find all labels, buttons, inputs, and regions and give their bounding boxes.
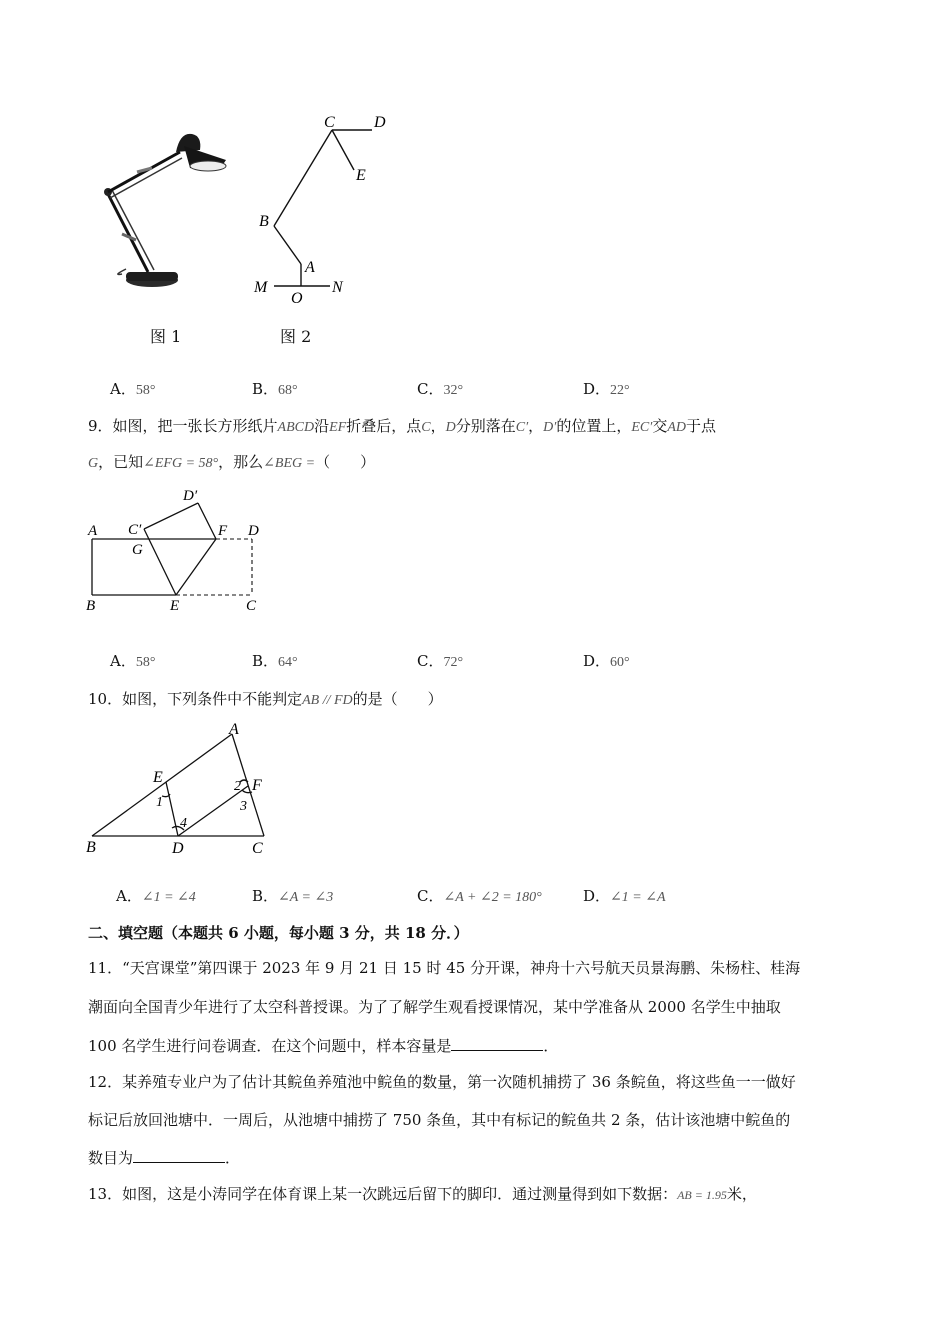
q12-answer-blank[interactable] xyxy=(133,1146,225,1163)
q8-option-d[interactable]: D．22° xyxy=(583,380,630,398)
q11-line1: 11．“天宫课堂”第四课于 2023 年 9 月 21 日 15 时 45 分开课，神舟十六号航天员景海鹏、朱杨柱、桂海 xyxy=(88,959,801,977)
label-G: G xyxy=(132,542,143,558)
fig1-caption: 图 1 xyxy=(150,327,182,346)
q10-option-a[interactable]: A．∠1 = ∠4 xyxy=(116,887,196,905)
label-D-prime: D′ xyxy=(183,488,198,504)
q9-option-d[interactable]: D．60° xyxy=(583,652,630,670)
triangle-diagram xyxy=(80,720,280,860)
label-B: B xyxy=(86,598,96,614)
q13-line1: 13．如图，这是小涛同学在体育课上某一次跳远后留下的脚印．通过测量得到如下数据：AB = 1.95米， xyxy=(88,1185,757,1203)
label-E: E xyxy=(170,598,180,614)
lamp-figure xyxy=(92,124,232,299)
q8-option-a[interactable]: A．58° xyxy=(110,380,156,398)
label-N: N xyxy=(332,279,343,296)
section-2-heading: 二、填空题（本题共 6 小题，每小题 3 分，共 18 分．） xyxy=(88,924,469,942)
label-O: O xyxy=(291,290,303,307)
q12-line1: 12．某养殖专业户为了估计其鲩鱼养殖池中鲩鱼的数量，第一次随机捕捞了 36 条鲩鱼，将这些鱼一一做好 xyxy=(88,1073,796,1091)
q10-stem: 10．如图，下列条件中不能判定AB // FD的是（ ） xyxy=(88,690,443,708)
q10-option-b[interactable]: B．∠A = ∠3 xyxy=(252,887,334,905)
q10-figure xyxy=(80,720,280,860)
label-B: B xyxy=(86,839,96,856)
figure-2 xyxy=(244,108,414,308)
label-A: A xyxy=(305,259,315,276)
q8-option-c[interactable]: C．32° xyxy=(417,380,464,398)
label-F: F xyxy=(252,777,262,794)
angle-2: 2 xyxy=(234,779,241,794)
angle-4: 4 xyxy=(180,816,187,831)
label-F: F xyxy=(218,523,228,539)
q8-option-b[interactable]: B．68° xyxy=(252,380,298,398)
label-A: A xyxy=(88,523,98,539)
q11-line3: 100 名学生进行问卷调查．在这个问题中，样本容量是 ． xyxy=(88,1034,558,1057)
q9-option-a[interactable]: A．58° xyxy=(110,652,156,670)
q11-answer-blank[interactable] xyxy=(451,1034,543,1051)
angle-3: 3 xyxy=(240,799,247,814)
label-B: B xyxy=(259,213,269,230)
label-A: A xyxy=(229,721,239,738)
q10-option-c[interactable]: C．∠A + ∠2 = 180° xyxy=(417,887,542,905)
label-C: C xyxy=(324,114,335,131)
lamp-diagram xyxy=(244,108,414,308)
fig2-caption: 图 2 xyxy=(280,327,312,346)
q9-stem-line2: G，已知∠EFG = 58°，那么∠BEG =（ ） xyxy=(88,453,376,471)
label-E: E xyxy=(153,769,163,786)
q12-line3: 数目为 ． xyxy=(88,1146,240,1169)
folded-rectangle-diagram xyxy=(80,483,280,618)
label-C: C xyxy=(246,598,257,614)
q11-line2: 潮面向全国青少年进行了太空科普授课。为了了解学生观看授课情况，某中学准备从 2000 名学生中抽取 xyxy=(88,998,781,1016)
q9-option-b[interactable]: B．64° xyxy=(252,652,298,670)
label-D: D xyxy=(172,840,184,857)
label-M: M xyxy=(254,279,268,296)
q9-stem-line1: 9．如图，把一张长方形纸片ABCD沿EF折叠后，点C，D分别落在C′，D′的位置上，EC′交AD于点 xyxy=(88,417,717,435)
label-D: D xyxy=(248,523,259,539)
q10-option-d[interactable]: D．∠1 = ∠A xyxy=(583,887,666,905)
label-D: D xyxy=(374,114,386,131)
q9-figure xyxy=(80,483,280,618)
label-C: C xyxy=(252,840,263,857)
angle-1: 1 xyxy=(156,795,163,810)
label-C-prime: C′ xyxy=(128,522,142,538)
desk-lamp-image xyxy=(92,124,232,299)
q9-option-c[interactable]: C．72° xyxy=(417,652,464,670)
q12-line2: 标记后放回池塘中．一周后，从池塘中捕捞了 750 条鱼，其中有标记的鲩鱼共 2 条，估计该池塘中鲩鱼的 xyxy=(88,1111,791,1129)
label-E: E xyxy=(356,167,366,184)
